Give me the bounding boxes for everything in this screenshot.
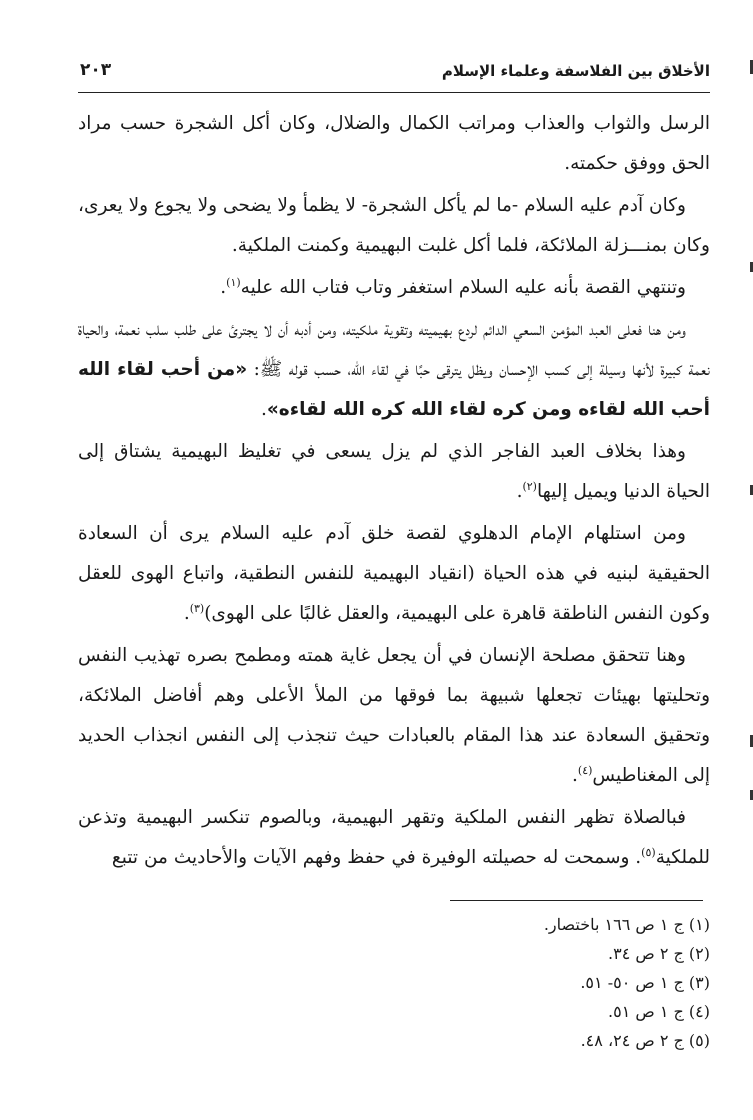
footnote-ref[interactable]: (١) [226, 275, 241, 289]
footnote: (١) ج ١ ص ١٦٦ باختصار. [543, 915, 710, 934]
footnote: (٢) ج ٢ ص ٣٤. [608, 944, 710, 963]
footnote: (٥) ج ٢ ص ٢٤، ٤٨. [580, 1031, 710, 1050]
paragraph: ومن استلهام الإمام الدهلوي لقصة خلق آدم عليه السلام يرى أن السعادة الحقيقية لبنيه في هذه الحياة (انقياد البهيمية للنفس النطقية، واتباع الهوى للعقل وكون النفس الناطقة قاهرة على البهيمية، والعقل غالبًا على الهوى)$^{(٣)}$. [78, 523, 710, 624]
paragraph: فبالصلاة تظهر النفس الملكية وتقهر البهيمية، وبالصوم تنكسر البهيمية وتذعن للملكية$^{(٥)}$. وسمحت له حصيلته الوفيرة في حفظ وفهم الآيات والأحاديث من تتبع [78, 807, 710, 868]
paragraph: وكان آدم عليه السلام -ما لم يأكل الشجرة- لا يظمأ ولا يضحى ولا يجوع ولا يعرى، وكان بمنـــزلة الملائكة، فلما أكل غلبت البهيمية وكمنت الملكية. [78, 195, 710, 256]
footnote-ref[interactable]: (٥) [641, 845, 656, 859]
footnote-ref[interactable]: (٤) [577, 763, 593, 777]
hadith-quote: «من أحب لقاء الله أحب الله لقاءه ومن كره لقاء الله كره الله لقاءه» [78, 359, 710, 420]
paragraph: الرسل والثواب والعذاب ومراتب الكمال والضلال، وكان أكل الشجرة حسب مراد الحق ووفق حكمته. [78, 113, 710, 174]
page-number: ٢٠٣ [80, 60, 112, 80]
footnote-ref[interactable]: (٢) [522, 479, 537, 493]
footnote: (٣) ج ١ ص ٥٠- ٥١. [580, 973, 710, 992]
paragraph: وهنا تتحقق مصلحة الإنسان في أن يجعل غاية همته ومطمح بصره تهذيب النفس وتحليتها بهيئات تجعلها شبيهة بما فوقها من الملأ الأعلى وهم أفاضل الملائكة، وتحقيق السعادة عند هذا المقام بالعبادات حيث تنجذب إلى النفس انجذاب الحديد إلى المغناطيس$^{(٤)}$. [78, 645, 710, 786]
main-text [78, 104, 710, 878]
paragraph: ومن هنا فعلى العبد المؤمن السعي الدائم لردع بهيميته وتقوية ملكيته، ومن أدبه أن لا يجترئ على طلب سلب نعمة، والحياة نعمة كبيرة لأنها وسيلة إلى كسب الإحسان ويظل يترقى حبًا في لقاء الله، حسب قوله ﷺ: «من أحب لقاء الله أحب الله لقاءه ومن كره لقاء الله كره الله لقاءه». [78, 319, 710, 420]
paragraph: وهذا بخلاف العبد الفاجر الذي لم يزل يسعى في تغليظ البهيمية يشتاق إلى الحياة الدنيا ويميل إليها$^{(٢)}$. [78, 441, 710, 502]
footnote-ref[interactable]: (٣) [189, 601, 205, 615]
header-title: الأخلاق بين الفلاسفة وعلماء الإسلام [441, 62, 710, 80]
paragraph: وتنتهي القصة بأنه عليه السلام استغفر وتاب فتاب الله عليه$^{(١)}$. [220, 275, 686, 298]
footnote-divider [450, 900, 703, 901]
running-header [78, 60, 710, 93]
footnotes [78, 910, 710, 1055]
footnote: (٤) ج ١ ص ٥١. [608, 1002, 710, 1021]
